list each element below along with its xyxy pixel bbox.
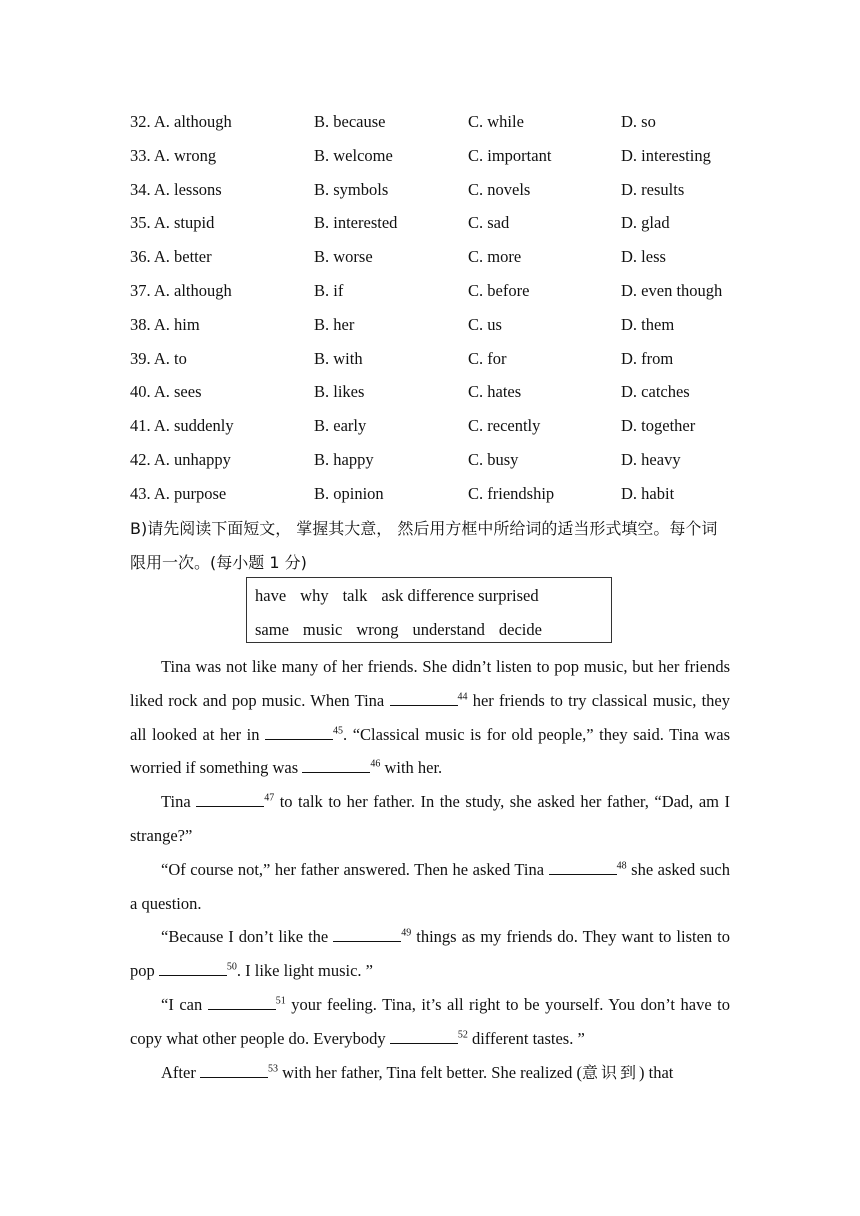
blank-line [333,927,401,942]
blank-line [200,1063,268,1078]
choice-option-b: B. if [314,280,344,300]
passage-text: her friends to try classical music, they all looked at her in [130,690,730,744]
word-box-row-2 [255,618,611,652]
choice-option-b: B. likes [314,382,365,402]
choice-row [130,446,740,480]
passage-text: she asked such a question. [130,859,730,913]
blank-line [265,725,333,740]
choice-option-c: C. busy [468,449,519,469]
choice-option-b: B. with [314,348,363,368]
choice-option-c: C. before [468,280,530,300]
choice-option-d: D. catches [621,382,690,402]
passage-text: your feeling. Tina, it’s all right to be yourself. You don’t have to copy what other people do. Everybody [130,994,730,1048]
paragraph-1 [130,650,730,785]
cloze-passage [130,650,730,1089]
word-item: same [255,620,289,639]
blank-line [390,691,458,706]
choice-row [130,209,740,243]
choice-option-c: C. important [468,145,552,165]
paragraph-2 [130,785,730,853]
choice-option-a: 36. A. better [130,247,212,267]
passage-text: After [161,1062,200,1082]
paragraph-6 [130,1056,730,1090]
blank-line [196,792,264,807]
paragraph-4 [130,920,730,988]
choice-option-d: D. so [621,112,656,131]
choice-option-c: C. sad [468,213,510,233]
choice-option-b: B. symbols [314,179,389,199]
blank-number: 49 [401,927,412,939]
choice-option-d: D. habit [621,483,675,503]
passage-text: “I can [161,994,208,1014]
blank-number: 53 [267,1063,278,1075]
choice-row [130,243,740,277]
word-item: music [302,620,343,639]
choice-option-c: C. recently [468,416,541,436]
passage-text: 意识到 [582,1062,640,1082]
choice-option-d: D. them [621,314,675,334]
choice-option-c: C. for [468,348,507,368]
multiple-choice-list [130,108,740,514]
choice-option-c: C. more [468,247,522,267]
choice-option-d: D. less [621,247,666,267]
choice-option-d: D. glad [621,213,670,233]
choice-option-a: 32. A. although [130,112,232,131]
word-item: talk [342,586,368,605]
choice-option-c: C. hates [468,382,522,402]
choice-option-b: B. because [314,112,386,131]
choice-option-b: B. her [314,314,355,334]
blank-line [390,1029,458,1044]
blank-line [549,860,617,875]
choice-row [130,176,740,210]
choice-option-b: B. happy [314,449,374,469]
choice-row [130,378,740,412]
blank-number: 46 [370,758,381,770]
blank-number: 52 [457,1029,468,1041]
choice-row [130,345,740,379]
passage-text: ) that [639,1062,674,1082]
choice-option-b: B. worse [314,247,373,267]
passage-text: . “Classical music is for old people,” they said. Tina was worried if something was [130,724,730,778]
word-box [246,577,612,643]
choice-option-c: C. novels [468,179,531,199]
blank-number: 45 [333,725,344,737]
choice-option-c: C. while [468,112,524,131]
choice-option-b: B. welcome [314,145,393,165]
choice-option-d: D. together [621,416,696,436]
paragraph-5 [130,988,730,1056]
choice-option-d: D. from [621,348,674,368]
choice-option-a: 43. A. purpose [130,483,227,503]
choice-option-a: 39. A. to [130,348,187,368]
choice-option-b: B. early [314,416,367,436]
blank-line [159,961,227,976]
blank-number: 48 [616,860,627,872]
choice-row [130,108,740,142]
choice-option-d: D. interesting [621,145,711,165]
choice-option-a: 34. A. lessons [130,179,222,199]
choice-row [130,480,740,514]
blank-number: 50 [226,961,237,973]
passage-text: “Of course not,” her father answered. Then he asked Tina [161,859,549,879]
passage-text: to talk to her father. In the study, she asked her father, “Dad, am I strange?” [130,792,730,845]
choice-option-b: B. opinion [314,483,384,503]
word-item: understand [412,620,485,639]
choice-row [130,311,740,345]
word-item: have [255,586,287,605]
choice-option-d: D. even though [621,280,723,300]
passage-text: different tastes. ” [467,1028,585,1048]
choice-row [130,277,740,311]
passage-text: “Because I don’t like the [161,927,334,947]
section-b-instructions: B)请先阅读下面短文， 掌握其大意， 然后用方框中所给词的适当形式填空。每个词限用一次。(每小题 1 分) [130,519,718,572]
choice-option-c: C. us [468,314,502,334]
choice-option-d: D. results [621,179,685,199]
passage-text: things as my friends do. They want to listen to pop [130,927,730,981]
word-item: wrong [356,620,399,639]
choice-option-c: C. friendship [468,483,555,503]
choice-option-a: 41. A. suddenly [130,416,234,436]
word-item: why [300,586,329,605]
choice-option-a: 35. A. stupid [130,213,215,233]
passage-text: with her. [380,758,443,778]
word-item: ask difference surprised [381,586,539,605]
choice-option-a: 33. A. wrong [130,145,217,165]
choice-row [130,412,740,446]
word-box-row-1 [255,584,611,618]
blank-number: 51 [275,995,286,1007]
passage-text: Tina was not like many of her friends. She didn’t listen to pop music, but her friends liked rock and pop music. When Tina [130,657,730,710]
choice-option-b: B. interested [314,213,398,233]
choice-option-a: 42. A. unhappy [130,449,231,469]
blank-line [302,758,370,773]
blank-number: 44 [457,691,468,703]
passage-text: . I like light music. ” [236,961,373,981]
blank-number: 47 [264,792,275,804]
choice-option-d: D. heavy [621,449,681,469]
choice-option-a: 40. A. sees [130,382,202,402]
passage-text: Tina [161,792,197,812]
passage-text: with her father, Tina felt better. She realized ( [277,1062,582,1082]
choice-row [130,142,740,176]
paragraph-3 [130,853,730,921]
choice-option-a: 38. A. him [130,314,200,334]
choice-option-a: 37. A. although [130,280,232,300]
blank-line [208,995,276,1010]
word-item: decide [498,620,542,639]
